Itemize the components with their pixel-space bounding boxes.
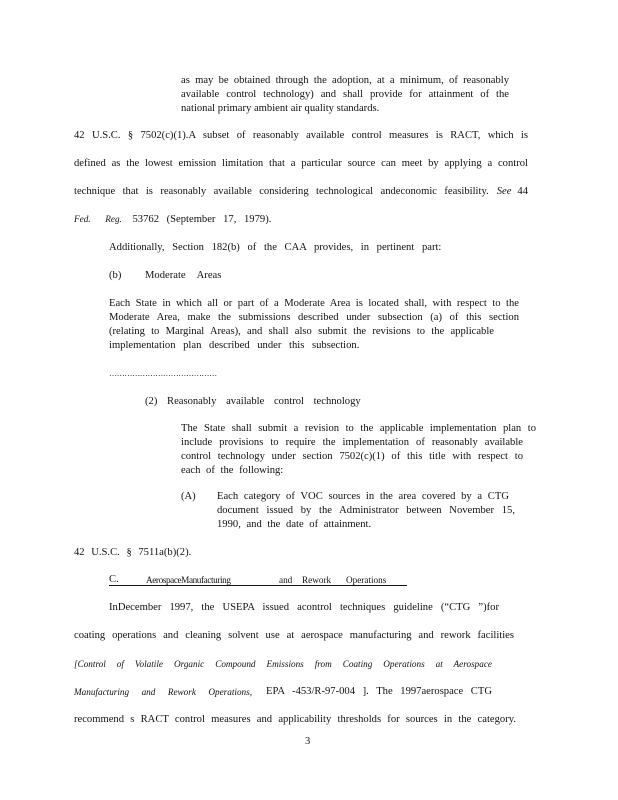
item-line: Each category of VOC sources in the area covered by a CTG <box>217 491 509 502</box>
block-quote-line: national primary ambient air quality standards. <box>181 103 380 114</box>
body-line <box>74 685 492 699</box>
block-quote-line: implementation plan described under this subsection. <box>109 340 360 351</box>
subsection-title: Moderate Areas <box>145 270 222 281</box>
body-line: recommend s RACT control measures and applicability thresholds for sources in the category. <box>74 714 516 725</box>
ract-heading: (2) Reasonably available control technology <box>145 396 361 407</box>
ract-body-line: control technology under section 7502(c)(1) of this title with respect to <box>181 451 523 462</box>
citation-rest: 53762 (September 17, 1979). <box>132 214 272 225</box>
body-line: coating operations and cleaning solvent use at aerospace manufacturing and rework facilities <box>74 630 514 641</box>
citation-line <box>74 213 271 226</box>
item-label: (A) <box>181 491 196 502</box>
block-quote-line: available control technology) and shall provide for attainment of the <box>181 89 509 100</box>
body-line: 42 U.S.C. § 7502(c)(1).A subset of reasonably available control measures is RACT, which is <box>74 130 528 141</box>
section-title-part: and <box>279 575 293 585</box>
page-number: 3 <box>305 736 311 747</box>
body-line <box>74 185 528 198</box>
citation-fed: Fed. <box>74 214 91 224</box>
body-line-italic: [Control of Volatile Organic Compound Emissions from Coating Operations at Aerospace <box>74 659 492 669</box>
block-quote-line: Moderate Area, make the submissions described under subsection (a) of this section <box>109 312 519 323</box>
section-title-part: AerospaceManufacturing <box>146 575 231 585</box>
ract-body-line: each of the following: <box>181 465 284 476</box>
body-line-text: EPA -453/R-97-004 ]. The 1997aerospace CTG <box>266 686 492 697</box>
intro-line: Additionally, Section 182(b) of the CAA provides, in pertinent part: <box>109 242 442 253</box>
citation-volume: 44 <box>517 186 528 197</box>
section-letter: C. <box>109 574 119 585</box>
citation-line: 42 U.S.C. § 7511a(b)(2). <box>74 547 192 558</box>
ract-body-line: include provisions to require the implementation of reasonably available <box>181 437 523 448</box>
body-line-italic: Manufacturing and Rework Operations, <box>74 687 252 697</box>
body-line: defined as the lowest emission limitation that a particular source can meet by applying a control <box>74 158 528 169</box>
ellipsis-line: …………………………………… <box>109 369 217 378</box>
block-quote-line: (relating to Marginal Areas), and shall also submit the revisions to the applicable <box>109 326 494 337</box>
section-title-part: Operations <box>346 575 387 585</box>
section-heading <box>109 573 407 586</box>
block-quote-line: Each State in which all or part of a Moderate Area is located shall, with respect to the <box>109 298 519 309</box>
body-line-text: technique that is reasonably available considering technological andeconomic feasibility. <box>74 186 489 197</box>
section-title-part: Rework <box>302 575 332 585</box>
item-line: document issued by the Administrator between November 15, <box>217 505 515 516</box>
citation-reg: Reg. <box>105 214 122 224</box>
ract-body-line: The State shall submit a revision to the applicable implementation plan to <box>181 423 536 434</box>
subsection-label: (b) <box>109 270 122 281</box>
body-line: InDecember 1997, the USEPA issued acontrol techniques guideline (“CTG ”)for <box>109 602 499 613</box>
block-quote-line: as may be obtained through the adoption, at a minimum, of reasonably <box>181 75 509 86</box>
item-line: 1990, and the date of attainment. <box>217 519 372 530</box>
citation-see: See <box>496 186 512 197</box>
